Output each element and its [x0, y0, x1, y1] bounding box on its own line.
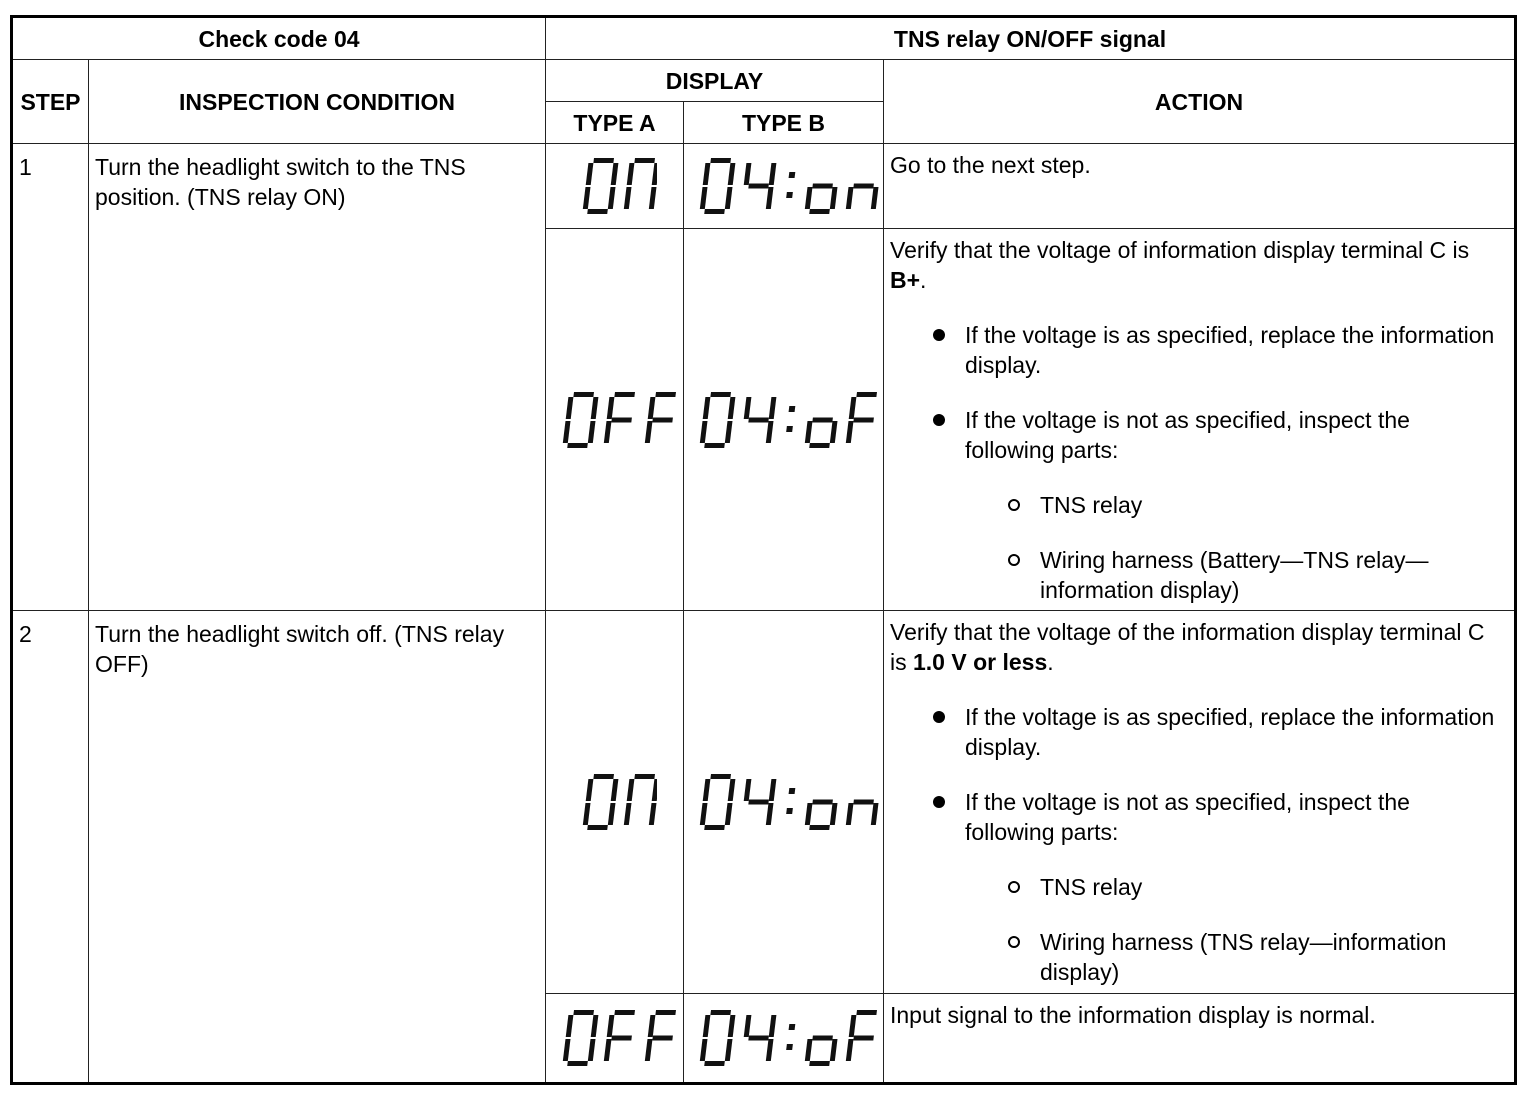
- lcd-segment: [704, 443, 725, 448]
- lcd-segment: [829, 187, 837, 209]
- lcd-segment: [809, 209, 830, 214]
- lcd-segment: [856, 392, 877, 397]
- action-text: Verify that the voltage of information display terminal C is B+.: [890, 237, 1470, 293]
- lcd-segment: [704, 1061, 725, 1066]
- lcd-colon-dot: [786, 808, 793, 814]
- lcd-segment: [724, 187, 732, 209]
- lcd-segment: [804, 1039, 812, 1061]
- list-item: If the voltage is not as specified, inspect the following parts: TNS relay Wiring harness (TNS relay—information display): [965, 787, 1504, 987]
- list-item: If the voltage is not as specified, inspect the following parts: TNS relay Wiring harness (Battery—TNS relay—information display): [965, 405, 1504, 605]
- display-type-b: [684, 611, 884, 994]
- lcd-segment: [627, 163, 635, 185]
- lcd-segment: [702, 779, 710, 801]
- lcd-colon-dot: [786, 1044, 793, 1050]
- lcd-segment: [853, 184, 874, 189]
- lcd-segment: [710, 158, 731, 163]
- action-cell: [884, 144, 1516, 229]
- lcd-segment: [649, 803, 657, 825]
- action-bullets: [890, 702, 1504, 987]
- table-row: [12, 611, 1516, 994]
- step-number: 2: [12, 611, 89, 1084]
- lcd-segment: [845, 1039, 853, 1061]
- lcd-segment: [647, 397, 655, 419]
- lcd-segment: [748, 417, 769, 422]
- lcd-segment: [829, 421, 837, 443]
- lcd-segment: [611, 1036, 632, 1041]
- lcd-segment: [647, 1015, 655, 1037]
- lcd-segment: [649, 187, 657, 209]
- check-code-table: [10, 15, 1517, 1085]
- lcd-segment: [727, 779, 735, 801]
- lcd-segment: [710, 774, 731, 779]
- lcd-segment: [727, 1015, 735, 1037]
- table-row: [12, 144, 1516, 229]
- lcd-segment: [710, 392, 731, 397]
- action-text: Input signal to the information display is normal.: [890, 1002, 1376, 1028]
- action-bullets: [890, 320, 1504, 605]
- lcd-segment: [710, 1010, 731, 1015]
- lcd-segment: [727, 397, 735, 419]
- lcd-segment: [748, 184, 769, 189]
- lcd-segment: [829, 1039, 837, 1061]
- display-type-a: [546, 144, 684, 229]
- lcd-segment: [848, 1015, 856, 1037]
- inspection-condition: Turn the headlight switch off. (TNS relay OFF): [89, 611, 546, 1084]
- parts-list: [965, 872, 1504, 987]
- lcd-readout-type-b: [689, 386, 879, 454]
- lcd-segment: [652, 417, 673, 422]
- lcd-colon-dot: [788, 1024, 795, 1030]
- lcd-segment: [603, 1039, 611, 1061]
- lcd-segment: [565, 1015, 573, 1037]
- lcd-segment: [809, 443, 830, 448]
- lcd-segment: [652, 1036, 673, 1041]
- lcd-segment: [634, 774, 655, 779]
- lcd-segment: [812, 1036, 833, 1041]
- lcd-segment: [809, 1061, 830, 1066]
- type-b-header: TYPE B: [684, 102, 884, 144]
- lcd-segment: [608, 803, 616, 825]
- lcd-segment: [853, 417, 874, 422]
- lcd-segment: [627, 779, 635, 801]
- lcd-colon-dot: [788, 172, 795, 178]
- lcd-segment: [606, 397, 614, 419]
- parts-list: [965, 490, 1504, 605]
- action-header: ACTION: [884, 60, 1516, 144]
- action-cell: [884, 994, 1516, 1084]
- lcd-segment: [593, 774, 614, 779]
- display-type-a: [546, 611, 684, 994]
- lcd-segment: [870, 187, 878, 209]
- list-item: TNS relay: [1040, 872, 1504, 902]
- lcd-segment: [765, 1039, 773, 1061]
- lcd-segment: [812, 417, 833, 422]
- action-cell: [884, 229, 1516, 611]
- lcd-readout-type-a: [572, 152, 657, 220]
- action-text: Go to the next step.: [890, 152, 1091, 178]
- lcd-segment: [829, 803, 837, 825]
- lcd-segment: [652, 779, 657, 801]
- step-number: 1: [12, 144, 89, 611]
- display-header: DISPLAY: [546, 60, 884, 102]
- list-item: TNS relay: [1040, 490, 1504, 520]
- lcd-segment: [562, 1039, 570, 1061]
- lcd-segment: [644, 1039, 652, 1061]
- lcd-segment: [765, 187, 773, 209]
- lcd-segment: [748, 1036, 769, 1041]
- lcd-segment: [587, 209, 608, 214]
- lcd-colon-dot: [786, 192, 793, 198]
- lcd-segment: [870, 803, 878, 825]
- lcd-segment: [587, 1039, 595, 1061]
- lcd-segment: [765, 803, 773, 825]
- lcd-segment: [743, 397, 751, 419]
- lcd-readout-type-a: [552, 1004, 678, 1072]
- lcd-segment: [699, 803, 707, 825]
- list-item: Wiring harness (Battery—TNS relay—information display): [1040, 545, 1504, 605]
- action-cell: [884, 611, 1516, 994]
- lcd-segment: [567, 443, 588, 448]
- lcd-segment: [586, 779, 594, 801]
- lcd-segment: [644, 421, 652, 443]
- lcd-segment: [587, 825, 608, 830]
- lcd-segment: [573, 1010, 594, 1015]
- signal-header: TNS relay ON/OFF signal: [546, 17, 1516, 60]
- lcd-segment: [611, 417, 632, 422]
- lcd-segment: [743, 1015, 751, 1037]
- lcd-segment: [608, 187, 616, 209]
- lcd-segment: [845, 803, 853, 825]
- lcd-segment: [587, 421, 595, 443]
- lcd-segment: [724, 421, 732, 443]
- lcd-colon-dot: [788, 788, 795, 794]
- lcd-readout-type-a: [572, 768, 657, 836]
- lcd-segment: [853, 800, 874, 805]
- spec-value: B+: [890, 267, 921, 293]
- lcd-readout-type-a: [552, 386, 678, 454]
- list-item: Wiring harness (TNS relay—information display): [1040, 927, 1504, 987]
- lcd-segment: [724, 1039, 732, 1061]
- lcd-segment: [590, 1015, 598, 1037]
- inspection-condition-header: INSPECTION CONDITION: [89, 60, 546, 144]
- lcd-segment: [562, 421, 570, 443]
- step-header: STEP: [12, 60, 89, 144]
- lcd-colon-dot: [788, 406, 795, 412]
- lcd-segment: [655, 392, 676, 397]
- lcd-segment: [614, 1010, 635, 1015]
- lcd-segment: [603, 421, 611, 443]
- lcd-segment: [845, 421, 853, 443]
- lcd-segment: [606, 1015, 614, 1037]
- lcd-segment: [614, 392, 635, 397]
- display-type-b: [684, 229, 884, 611]
- lcd-segment: [856, 1010, 877, 1015]
- lcd-segment: [699, 187, 707, 209]
- lcd-segment: [702, 163, 710, 185]
- lcd-colon-dot: [786, 426, 793, 432]
- lcd-segment: [804, 187, 812, 209]
- lcd-segment: [593, 158, 614, 163]
- inspection-condition: Turn the headlight switch to the TNS position. (TNS relay ON): [89, 144, 546, 611]
- lcd-segment: [748, 800, 769, 805]
- lcd-segment: [624, 803, 632, 825]
- lcd-segment: [727, 163, 735, 185]
- lcd-segment: [583, 803, 591, 825]
- lcd-segment: [768, 397, 776, 419]
- lcd-segment: [655, 1010, 676, 1015]
- lcd-segment: [809, 825, 830, 830]
- list-item: If the voltage is as specified, replace the information display.: [965, 702, 1504, 762]
- lcd-segment: [743, 779, 751, 801]
- lcd-readout-type-b: [689, 768, 879, 836]
- lcd-segment: [743, 163, 751, 185]
- lcd-segment: [704, 825, 725, 830]
- lcd-segment: [652, 163, 657, 185]
- lcd-segment: [634, 158, 655, 163]
- type-a-header: TYPE A: [546, 102, 684, 144]
- display-type-b: [684, 144, 884, 229]
- lcd-segment: [768, 163, 776, 185]
- display-type-b: [684, 994, 884, 1084]
- lcd-segment: [768, 779, 776, 801]
- lcd-segment: [812, 800, 833, 805]
- list-item: If the voltage is as specified, replace the information display.: [965, 320, 1504, 380]
- lcd-segment: [704, 209, 725, 214]
- check-code-header: Check code 04: [12, 17, 546, 60]
- lcd-segment: [586, 163, 594, 185]
- lcd-segment: [583, 187, 591, 209]
- lcd-segment: [702, 1015, 710, 1037]
- lcd-segment: [699, 1039, 707, 1061]
- spec-value: 1.0 V or less: [913, 649, 1048, 675]
- display-type-a: [546, 994, 684, 1084]
- lcd-segment: [611, 163, 619, 185]
- lcd-segment: [768, 1015, 776, 1037]
- lcd-segment: [573, 392, 594, 397]
- lcd-segment: [812, 184, 833, 189]
- lcd-segment: [624, 187, 632, 209]
- lcd-segment: [804, 421, 812, 443]
- lcd-segment: [565, 397, 573, 419]
- lcd-readout-type-b: [689, 1004, 879, 1072]
- display-type-a: [546, 229, 684, 611]
- lcd-readout-type-b: [689, 152, 879, 220]
- lcd-segment: [724, 803, 732, 825]
- action-text: Verify that the voltage of the information display terminal C is 1.0 V or less.: [890, 619, 1485, 675]
- lcd-segment: [853, 1036, 874, 1041]
- lcd-segment: [845, 187, 853, 209]
- lcd-segment: [765, 421, 773, 443]
- lcd-segment: [567, 1061, 588, 1066]
- lcd-segment: [848, 397, 856, 419]
- lcd-segment: [702, 397, 710, 419]
- lcd-segment: [590, 397, 598, 419]
- lcd-segment: [611, 779, 619, 801]
- lcd-segment: [699, 421, 707, 443]
- lcd-segment: [804, 803, 812, 825]
